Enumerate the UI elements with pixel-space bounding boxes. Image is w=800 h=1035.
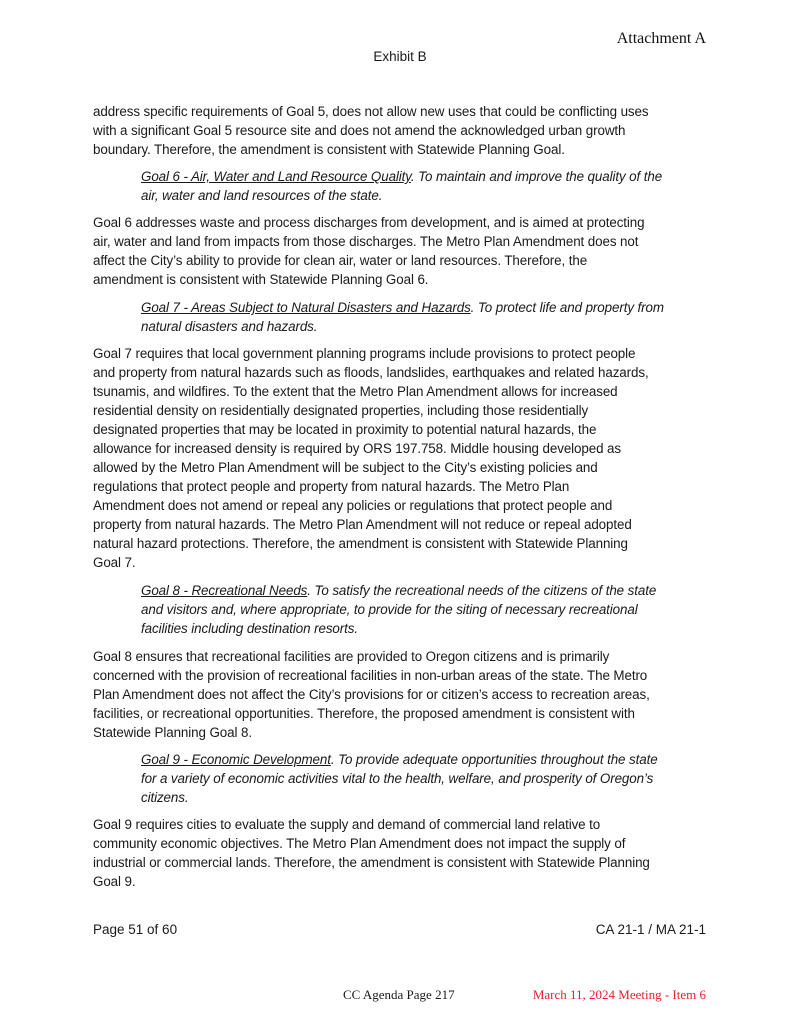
goal-title: Goal 9 - Economic Development [141,752,331,767]
agenda-page: CC Agenda Page 217 [343,987,455,1002]
text-line: facilities, or recreational opportunities. Therefore, the proposed amendment is consistent with [93,706,635,721]
text-line: concerned with the provision of recreational facilities in non-urban areas of the state. The Metro [93,668,648,683]
text-line: industrial or commercial lands. Therefore, the amendment is consistent with Statewide Planning [93,855,650,870]
text-line: natural hazard protections. Therefore, the amendment is consistent with Statewide Planning [93,536,628,551]
text-line: Goal 6 addresses waste and process discharges from development, and is aimed at protecting [93,215,645,230]
goal-first-line [141,581,656,600]
text-line: and property from natural hazards such as floods, landslides, earthquakes and related hazards, [93,365,649,380]
goal-description-line: citizens. [141,790,189,805]
goal-description-line: facilities including destination resorts. [141,621,358,636]
text-line: tsunamis, and wildfires. To the extent that the Metro Plan Amendment allows for increased [93,384,618,399]
goal-6-heading [141,167,662,205]
text-line: address specific requirements of Goal 5, does not allow new uses that could be conflicting uses [93,104,649,119]
text-line: property from natural hazards. The Metro Plan Amendment will not reduce or repeal adopted [93,517,632,532]
goal-description: . To protect life and property from [470,300,664,315]
meeting-label: March 11, 2024 Meeting - Item 6 [532,987,706,1002]
text-line: allowance for increased density is required by ORS 197.758. Middle housing developed as [93,441,621,456]
goal-first-line [141,167,662,186]
goal-description: . To maintain and improve the quality of the [410,169,663,184]
goal-title: Goal 7 - Areas Subject to Natural Disasters and Hazards [141,300,471,315]
text-line: community economic objectives. The Metro Plan Amendment does not impact the supply of [93,836,626,851]
goal-description: . To satisfy the recreational needs of the citizens of the state [307,583,657,598]
case-number: CA 21-1 / MA 21-1 [595,922,706,937]
text-line: Statewide Planning Goal 8. [93,725,252,740]
goal-description: . To provide adequate opportunities throughout the state [330,752,658,767]
goal-description-line: air, water and land resources of the state. [141,188,383,203]
text-line: with a significant Goal 5 resource site and does not amend the acknowledged urban growth [93,123,626,138]
goal-description-line: and visitors and, where appropriate, to provide for the siting of necessary recreational [141,602,638,617]
text-line: air, water and land from impacts from those discharges. The Metro Plan Amendment does not [93,234,639,249]
goal-first-line [141,298,664,317]
goal-7-heading [141,298,664,336]
text-line: Amendment does not amend or repeal any policies or regulations that protect people and [93,498,613,513]
text-line: affect the City’s ability to provide for clean air, water or land resources. Therefore, the [93,253,588,268]
goal-9-heading [141,750,658,807]
text-line: residential density on residentially designated properties, including those residentially [93,403,589,418]
text-line: Goal 7. [93,555,136,570]
text-line: Goal 8 ensures that recreational facilities are provided to Oregon citizens and is primarily [93,649,610,664]
goal-description-line: natural disasters and hazards. [141,319,318,334]
paragraph-goal9 [93,815,650,891]
page-number: Page 51 of 60 [93,922,178,937]
goal-description-line: for a variety of economic activities vital to the health, welfare, and prosperity of Oregon’s [141,771,654,786]
paragraph-goal8 [93,647,650,742]
goal-first-line [141,750,658,769]
paragraph-goal7 [93,344,649,572]
text-line: designated properties that may be located in proximity to potential natural hazards, the [93,422,597,437]
paragraph-goal5-conclusion [93,102,648,159]
text-line: Goal 9. [93,874,136,889]
text-line: amendment is consistent with Statewide Planning Goal 6. [93,272,429,287]
paragraph-goal6 [93,213,644,289]
goal-title: Goal 6 - Air, Water and Land Resource Quality [141,169,411,184]
goal-8-heading [141,581,656,638]
text-line: Plan Amendment does not affect the City’s provisions for or citizen’s access to recreation areas, [93,687,650,702]
goal-title: Goal 8 - Recreational Needs [141,583,308,598]
exhibit-label: Exhibit B [373,49,427,64]
text-line: allowed by the Metro Plan Amendment will be subject to the City’s existing policies and [93,460,598,475]
text-line: Goal 9 requires cities to evaluate the supply and demand of commercial land relative to [93,817,601,832]
text-line: regulations that protect people and property from natural hazards. The Metro Plan [93,479,570,494]
text-line: boundary. Therefore, the amendment is consistent with Statewide Planning Goal. [93,142,565,157]
attachment-label: Attachment A [616,30,706,47]
text-line: Goal 7 requires that local government planning programs include provisions to protect people [93,346,636,361]
